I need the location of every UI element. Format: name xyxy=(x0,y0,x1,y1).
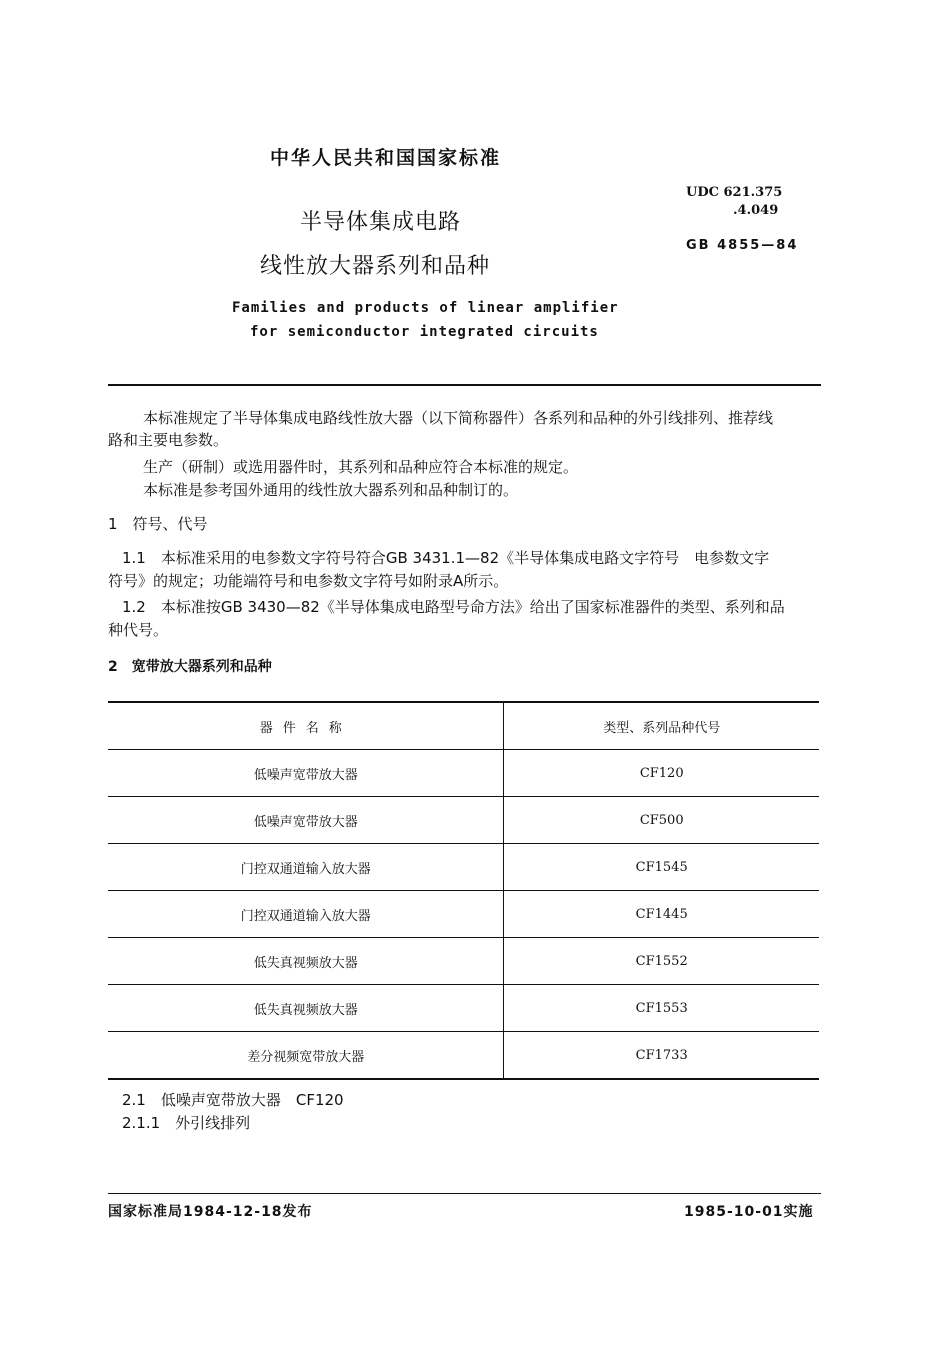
section-2-heading: 2 宽带放大器系列和品种 xyxy=(108,659,272,675)
intro-paragraph-2: 生产（研制）或选用器件时，其系列和品种应符合本标准的规定。 xyxy=(143,458,579,476)
type-code-cell: CF1553 xyxy=(504,985,819,1032)
device-name-cell: 门控双通道输入放大器 xyxy=(108,844,504,891)
table-row xyxy=(108,750,819,797)
type-code-cell: CF1733 xyxy=(504,1032,819,1080)
table-row xyxy=(108,1032,819,1080)
type-code-cell: CF120 xyxy=(504,750,819,797)
section-1-heading: 1 符号、代号 xyxy=(108,515,208,533)
document-org-title: 中华人民共和国国家标准 xyxy=(270,147,502,169)
device-name-cell: 低失真视频放大器 xyxy=(108,985,504,1032)
type-code-cell: CF500 xyxy=(504,797,819,844)
intro-paragraph-1-line1: 本标准规定了半导体集成电路线性放大器（以下简称器件）各系列和品种的外引线排列、推荐线 xyxy=(143,409,774,427)
clause-1-2-line2: 种代号。 xyxy=(108,621,169,639)
header-divider xyxy=(108,384,821,386)
type-code-cell: CF1545 xyxy=(504,844,819,891)
table-row xyxy=(108,985,819,1032)
clause-1-2-line1: 1.2 本标准按GB 3430—82《半导体集成电路型号命方法》给出了国家标准器件的类型、系列和品 xyxy=(122,598,785,616)
clause-2-1: 2.1 低噪声宽带放大器 CF120 xyxy=(122,1091,344,1109)
product-table xyxy=(108,701,819,1080)
standard-title-line1: 半导体集成电路 xyxy=(300,210,462,235)
device-name-cell: 差分视频宽带放大器 xyxy=(108,1032,504,1080)
type-code-cell: CF1445 xyxy=(504,891,819,938)
table-row xyxy=(108,844,819,891)
clause-2-1-1: 2.1.1 外引线排列 xyxy=(122,1114,251,1132)
table-header-row xyxy=(108,702,819,750)
type-code-cell: CF1552 xyxy=(504,938,819,985)
clause-1-1-line1: 1.1 本标准采用的电参数文字符号符合GB 3431.1—82《半导体集成电路文字符号 电参数文字 xyxy=(122,549,770,567)
udc-code-line1: UDC 621.375 xyxy=(686,185,783,200)
table-row xyxy=(108,938,819,985)
footer-divider xyxy=(108,1193,821,1194)
publish-date: 国家标准局1984-12-18发布 xyxy=(108,1204,313,1220)
header-device-name: 器件名称 xyxy=(108,702,504,750)
device-name-cell: 低噪声宽带放大器 xyxy=(108,750,504,797)
header-type-code: 类型、系列品种代号 xyxy=(504,702,819,750)
device-name-cell: 门控双通道输入放大器 xyxy=(108,891,504,938)
clause-1-1-line2: 符号》的规定；功能端符号和电参数文字符号如附录A所示。 xyxy=(108,572,509,590)
udc-code-line2: .4.049 xyxy=(733,203,779,218)
standard-title-line2: 线性放大器系列和品种 xyxy=(260,254,491,279)
device-name-cell: 低噪声宽带放大器 xyxy=(108,797,504,844)
english-title-line1: Families and products of linear amplifier xyxy=(232,300,619,316)
implementation-date: 1985-10-01实施 xyxy=(684,1204,814,1220)
table-row xyxy=(108,891,819,938)
intro-paragraph-3: 本标准是参考国外通用的线性放大器系列和品种制订的。 xyxy=(143,481,519,499)
gb-number: GB 4855—84 xyxy=(686,238,799,253)
table-row xyxy=(108,797,819,844)
english-title-line2: for semiconductor integrated circuits xyxy=(250,324,599,340)
device-name-cell: 低失真视频放大器 xyxy=(108,938,504,985)
intro-paragraph-1-line2: 路和主要电参数。 xyxy=(108,431,229,449)
